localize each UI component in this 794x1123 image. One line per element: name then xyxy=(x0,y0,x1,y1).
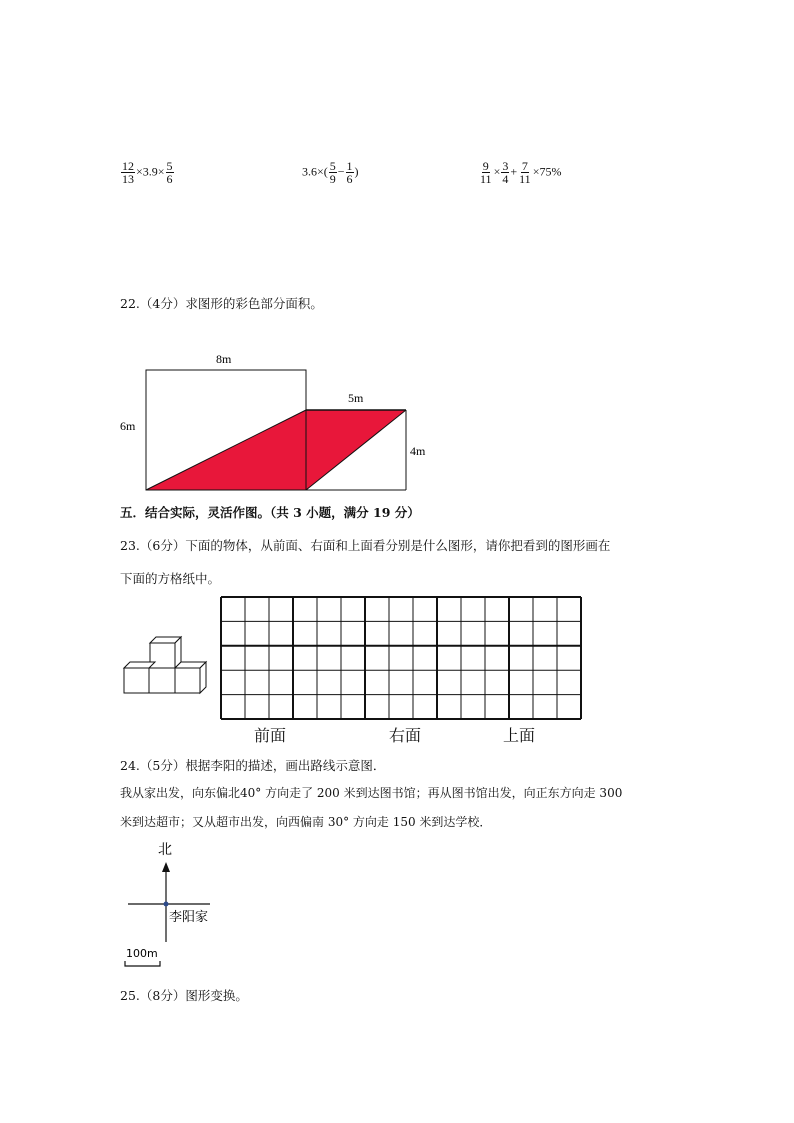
expression-3: $\frac{9}{11}$ × $\frac{3}{4}$ + $\frac{7}{11}$ ×75% xyxy=(480,159,562,186)
fraction: $\frac{9}{11}$ xyxy=(480,159,492,186)
question-25: 25.（8分）图形变换。 xyxy=(120,988,248,1003)
expression-2: 3.6×( $\frac{5}{9}$ − $\frac{1}{6}$ ) xyxy=(302,159,359,186)
fraction: $\frac{1}{6}$ xyxy=(346,159,353,186)
scale-bar xyxy=(125,961,160,966)
red-shaded-region xyxy=(146,410,406,490)
label-right: 4m xyxy=(410,444,426,458)
label-left: 6m xyxy=(120,419,136,433)
cube-stack-icon xyxy=(120,635,215,697)
section-heading: 五．结合实际，灵活作图。（共 3 小题，满分 19 分） xyxy=(120,505,420,520)
route-description-line2: 米到达超市；又从超市出发，向西偏南 30° 方向走 150 米到达学校． xyxy=(120,815,492,829)
route-description-line1: 我从家出发，向东偏北40° 方向走了 200 米到达图书馆；再从图书馆出发，向正东方向走 300 xyxy=(120,786,623,800)
question-22: 22.（4分）求图形的彩色部分面积。 xyxy=(120,296,323,311)
label-mid: 5m xyxy=(348,391,364,405)
fraction: $\frac{7}{11}$ xyxy=(519,159,531,186)
grid-label-right: 右面 xyxy=(389,726,422,745)
label-top: 8m xyxy=(216,352,232,366)
scale-label: 100m xyxy=(126,947,158,960)
fraction: $\frac{3}{4}$ xyxy=(502,159,509,186)
grid-label-front: 前面 xyxy=(254,726,287,745)
fraction: $\frac{5}{9}$ xyxy=(329,159,336,186)
question-23-line1: 23.（6分）下面的物体，从前面、右面和上面看分别是什么图形，请你把看到的图形画在 xyxy=(120,538,611,553)
drawing-grid xyxy=(220,596,582,720)
question-24: 24.（5分）根据李阳的描述，画出路线示意图． xyxy=(120,758,386,773)
home-label: 李阳家 xyxy=(169,910,209,925)
route-map xyxy=(120,836,260,971)
expression-1: $\frac{12}{13}$ ×3.9× $\frac{5}{6}$ xyxy=(122,159,173,186)
home-point xyxy=(164,902,169,907)
grid-label-top: 上面 xyxy=(503,726,536,745)
north-arrow-icon xyxy=(162,862,170,872)
fraction: $\frac{5}{6}$ xyxy=(166,159,173,186)
question-23-line2: 下面的方格纸中。 xyxy=(120,571,221,586)
north-label: 北 xyxy=(158,842,172,858)
shaded-area-figure xyxy=(110,345,430,495)
fraction: $\frac{12}{13}$ xyxy=(122,159,134,186)
